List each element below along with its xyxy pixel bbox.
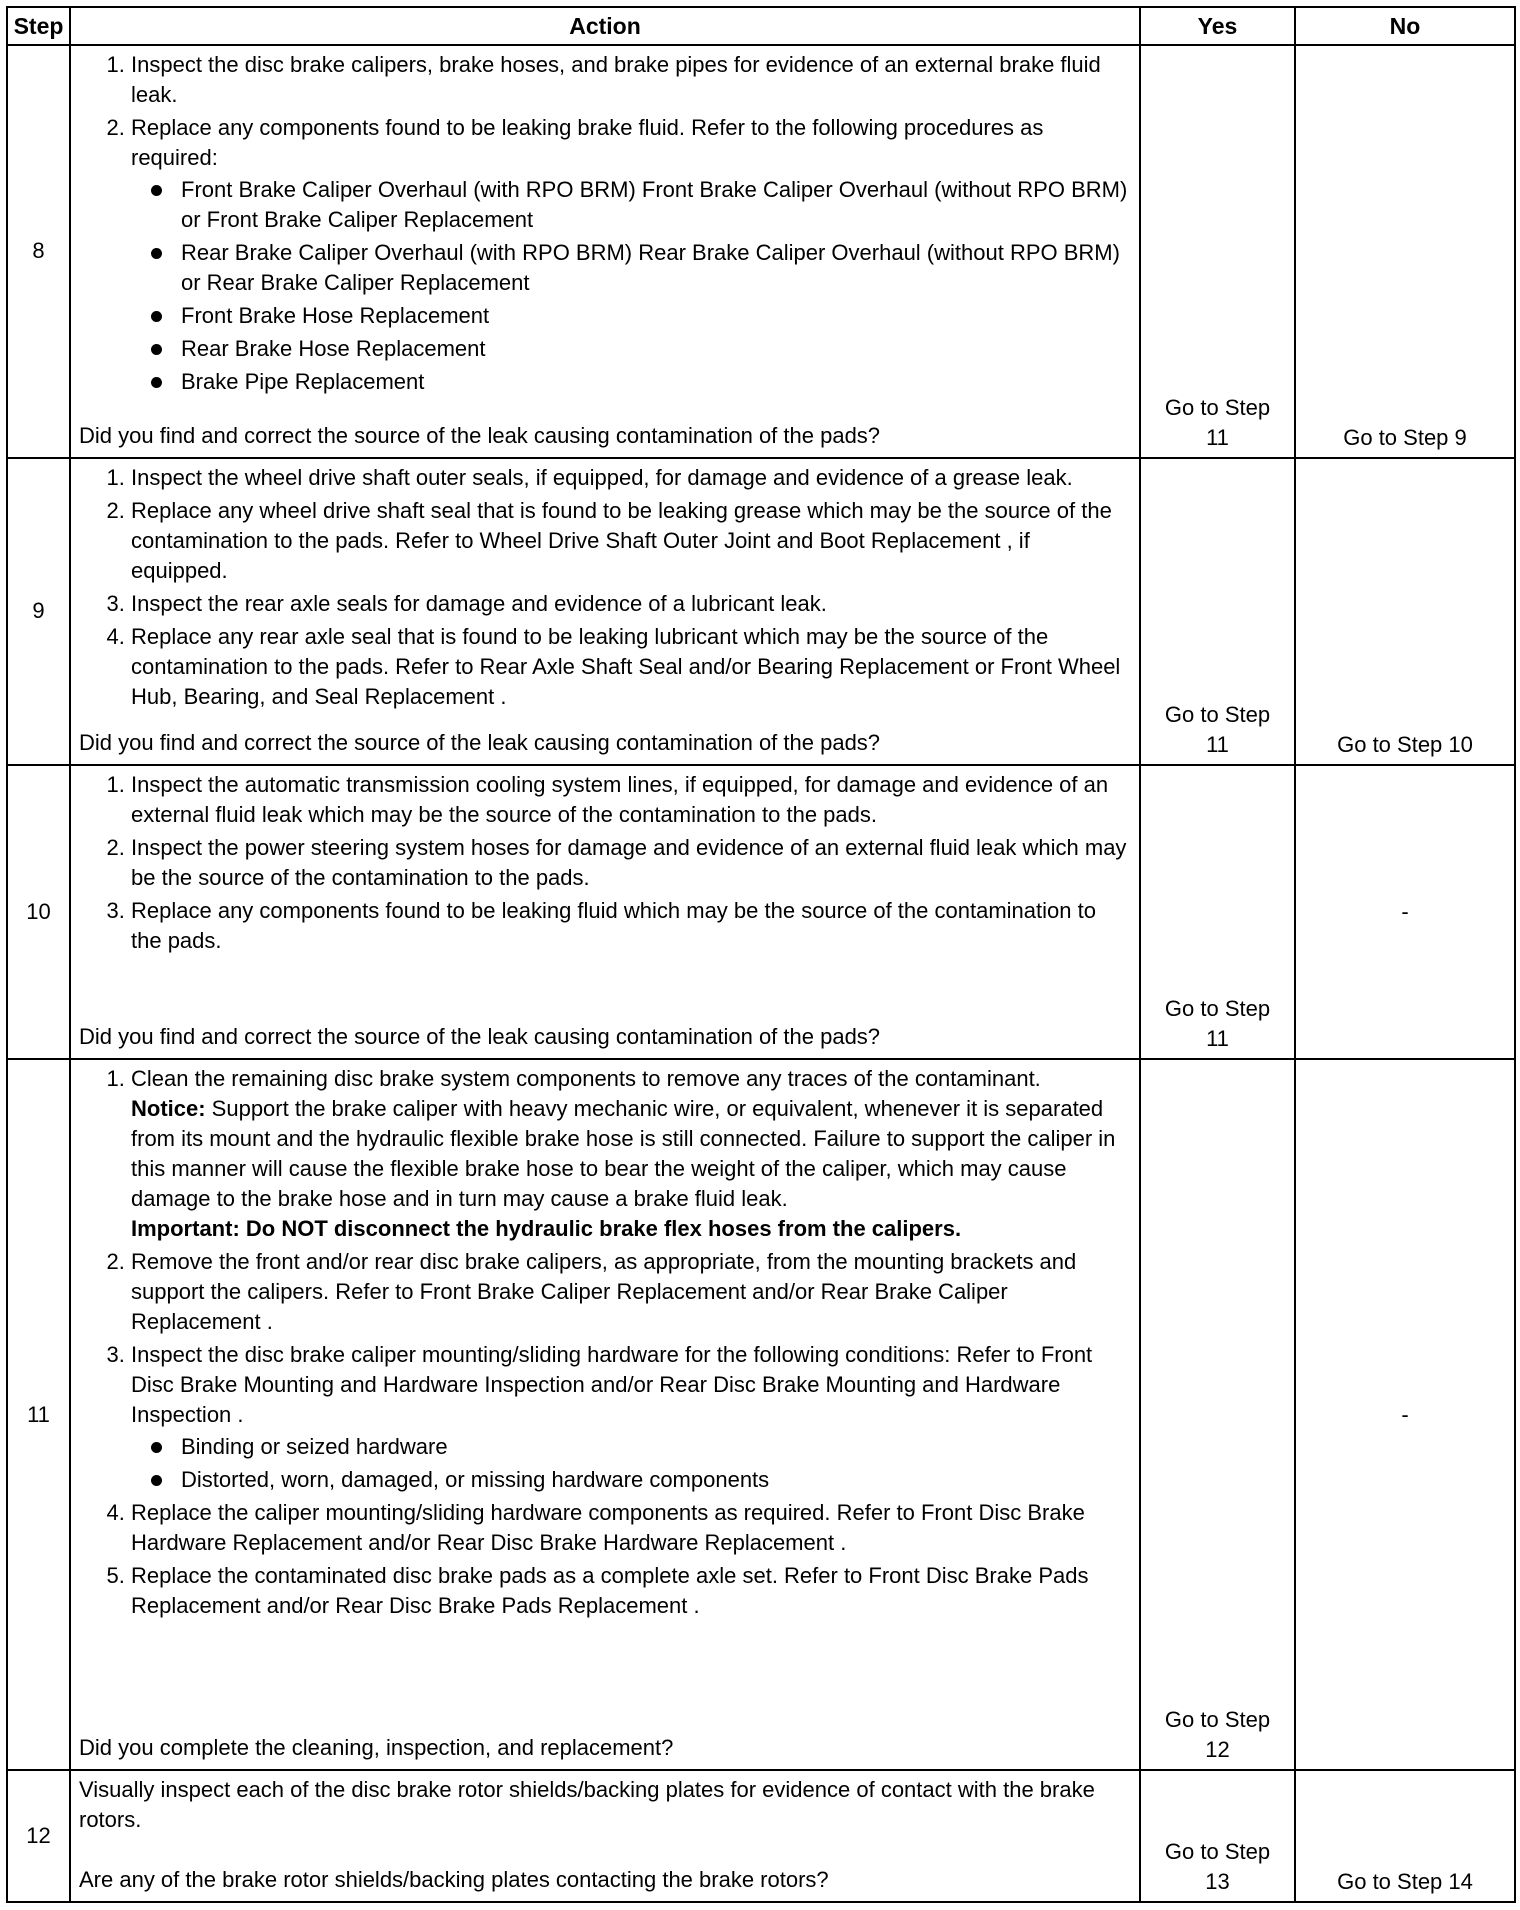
step-number: 12 xyxy=(7,1770,70,1902)
no-cell xyxy=(1295,458,1515,765)
list-item: 5. Replace the contaminated disc brake pads as a complete axle set. Refer to Front Disc Brake Pads Replacement and/or Rear Disc Brake Pads Replacement . xyxy=(131,1561,1131,1621)
condition-bullets xyxy=(131,1432,1131,1495)
procedure-bullets xyxy=(131,175,1131,397)
bullet-item: Brake Pipe Replacement xyxy=(181,367,1131,397)
action-cell xyxy=(70,1059,1140,1770)
important-text: Important: Do NOT disconnect the hydraulic brake flex hoses from the calipers. xyxy=(131,1216,962,1241)
yes-cell xyxy=(1140,45,1295,458)
yes-cell xyxy=(1140,458,1295,765)
yes-result: Go to Step 11 xyxy=(1164,996,1271,1051)
action-cell xyxy=(70,765,1140,1059)
header-yes: Yes xyxy=(1140,7,1295,45)
table-row xyxy=(7,1770,1515,1902)
table-row xyxy=(7,458,1515,765)
yes-cell xyxy=(1140,1770,1295,1902)
step-question: Are any of the brake rotor shields/backing plates contacting the brake rotors? xyxy=(79,1867,829,1892)
header-step: Step xyxy=(7,7,70,45)
bullet-item: Rear Brake Hose Replacement xyxy=(181,334,1131,364)
bullet-item: Rear Brake Caliper Overhaul (with RPO BRM) Rear Brake Caliper Overhaul (without RPO BRM) or Rear Brake Caliper Replacement xyxy=(181,238,1131,298)
list-item: 2. Remove the front and/or rear disc brake calipers, as appropriate, from the mounting brackets and support the calipers. Refer to Front Brake Caliper Replacement and/or Rear Brake Caliper Replacement . xyxy=(131,1247,1131,1337)
table-row xyxy=(7,1059,1515,1770)
step-instruction: Visually inspect each of the disc brake rotor shields/backing plates for evidence of contact with the brake rotors. xyxy=(79,1777,1095,1833)
list-item: 1. Inspect the wheel drive shaft outer seals, if equipped, for damage and evidence of a grease leak. xyxy=(131,463,1131,493)
no-result: Go to Step 9 xyxy=(1343,424,1467,450)
action-cell xyxy=(70,1770,1140,1902)
yes-result: Go to Step 11 xyxy=(1164,394,1271,450)
bullet-item: Distorted, worn, damaged, or missing hardware components xyxy=(181,1465,1131,1495)
list-item: 1. Inspect the automatic transmission cooling system lines, if equipped, for damage and evidence of an external fluid leak which may be the source of the contamination to the pads. xyxy=(131,770,1131,830)
action-cell xyxy=(70,45,1140,458)
notice-text: Notice: Support the brake caliper with heavy mechanic wire, or equivalent, whenever it is separated from its mount and the hydraulic flexible brake hose is still connected. Failure to support the caliper in this manner will cause the flexible brake hose to bear the weight of the caliper, which may cause damage to the brake hose and in turn may cause a brake fluid leak. xyxy=(131,1096,1116,1211)
bullet-item: Front Brake Caliper Overhaul (with RPO BRM) Front Brake Caliper Overhaul (without RPO BRM) or Front Brake Caliper Replacement xyxy=(181,175,1131,235)
step-question: Did you find and correct the source of the leak causing contamination of the pads? xyxy=(79,422,881,448)
no-result: Go to Step 10 xyxy=(1337,731,1473,757)
list-item: 3. Replace any components found to be leaking fluid which may be the source of the contamination to the pads. xyxy=(131,896,1131,956)
action-cell xyxy=(70,458,1140,765)
no-cell xyxy=(1295,1059,1515,1770)
bullet-item: Binding or seized hardware xyxy=(181,1432,1131,1462)
header-action: Action xyxy=(70,7,1140,45)
no-result: Go to Step 14 xyxy=(1337,1869,1473,1894)
step-number: 11 xyxy=(7,1059,70,1770)
step-question: Did you complete the cleaning, inspection, and replacement? xyxy=(79,1735,674,1761)
yes-cell xyxy=(1140,1059,1295,1770)
no-cell xyxy=(1295,1770,1515,1902)
list-item: 1. Clean the remaining disc brake system components to remove any traces of the contaminant. Notice: Support the brake caliper with heavy mechanic wire, or equivalent, whenever it is separated from its mount and the hydraulic flexible brake hose is still connected. Failure to support the caliper in this manner will cause the flexible brake hose to bear the weight of the caliper, which may cause damage to the brake hose and in turn may cause a brake fluid leak. Important: Do NOT disconnect the hydraulic brake flex hoses from the calipers. xyxy=(131,1064,1131,1244)
step-number: 10 xyxy=(7,765,70,1059)
bullet-item: Front Brake Hose Replacement xyxy=(181,301,1131,331)
table-header-row xyxy=(7,7,1515,45)
step-question: Did you find and correct the source of the leak causing contamination of the pads? xyxy=(79,1024,881,1049)
list-item: 2. Replace any wheel drive shaft seal that is found to be leaking grease which may be the source of the contamination to the pads. Refer to Wheel Drive Shaft Outer Joint and Boot Replacement , if equipped. xyxy=(131,496,1131,586)
action-steps xyxy=(79,50,1131,400)
table-row xyxy=(7,45,1515,458)
step-number: 9 xyxy=(7,458,70,765)
header-no: No xyxy=(1295,7,1515,45)
yes-cell xyxy=(1140,765,1295,1059)
list-item: 2. Replace any components found to be leaking brake fluid. Refer to the following procedures as required: Front Brake Caliper Overhaul (with RPO BRM) Front Brake Caliper Overhaul (without RPO BRM) or Front Brake Caliper Replacement Rear Brake Caliper Overhaul (with RPO BRM) Rear Brake Caliper Overhaul (without RPO BRM) or Rear Brake Caliper Replacement Front Brake Hose Replacement Rear Brake Hose Replacement Brake Pipe Replacement xyxy=(131,113,1131,397)
action-steps xyxy=(79,770,1131,959)
no-result: - xyxy=(1401,898,1409,924)
list-item: 3. Inspect the disc brake caliper mounting/sliding hardware for the following conditions: Refer to Front Disc Brake Mounting and Hardware Inspection and/or Rear Disc Brake Mounting and Hardware Inspection . Binding or seized hardware Distorted, worn, damaged, or missing hardware components xyxy=(131,1340,1131,1495)
no-cell xyxy=(1295,765,1515,1059)
yes-result: Go to Step 13 xyxy=(1164,1839,1271,1894)
list-item: 2. Inspect the power steering system hoses for damage and evidence of an external fluid leak which may be the source of the contamination to the pads. xyxy=(131,833,1131,893)
step-question: Did you find and correct the source of the leak causing contamination of the pads? xyxy=(79,729,881,755)
step-number: 8 xyxy=(7,45,70,458)
yes-result: Go to Step 11 xyxy=(1164,701,1271,757)
yes-result: Go to Step 12 xyxy=(1164,1707,1271,1763)
list-item: 3. Inspect the rear axle seals for damage and evidence of a lubricant leak. xyxy=(131,589,1131,619)
no-result: - xyxy=(1401,1401,1409,1427)
no-cell xyxy=(1295,45,1515,458)
list-item: 4. Replace any rear axle seal that is found to be leaking lubricant which may be the source of the contamination to the pads. Refer to Rear Axle Shaft Seal and/or Bearing Replacement or Front Wheel Hub, Bearing, and Seal Replacement . xyxy=(131,622,1131,712)
action-steps xyxy=(79,1064,1131,1624)
action-steps xyxy=(79,463,1131,715)
table-row xyxy=(7,765,1515,1059)
list-item: 1. Inspect the disc brake calipers, brake hoses, and brake pipes for evidence of an external brake fluid leak. xyxy=(131,50,1131,110)
list-item: 4. Replace the caliper mounting/sliding hardware components as required. Refer to Front Disc Brake Hardware Replacement and/or Rear Disc Brake Hardware Replacement . xyxy=(131,1498,1131,1558)
diagnostic-procedure-table xyxy=(6,6,1516,1903)
